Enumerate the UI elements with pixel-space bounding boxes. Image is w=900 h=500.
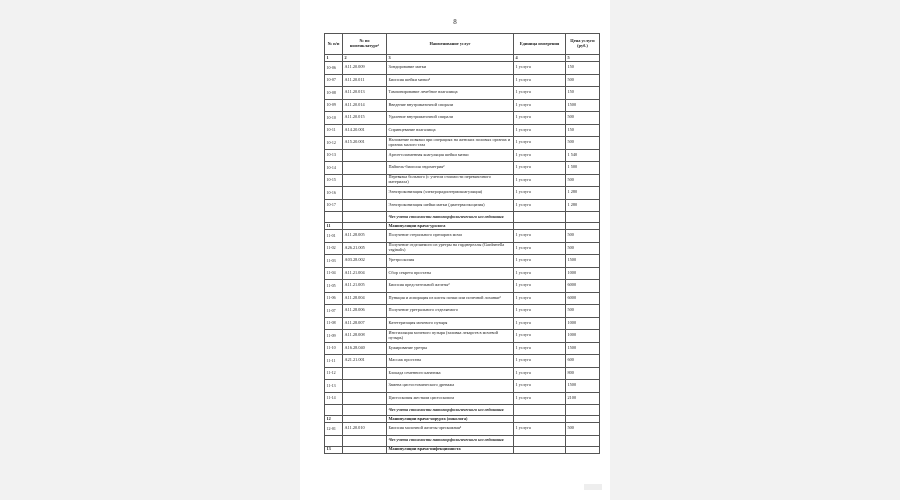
- nomenclature-code: А21.21.001: [343, 355, 387, 368]
- note-text: ²без учета стоимости патоморфологического исследования: [387, 405, 514, 416]
- row-number: 11-13: [325, 380, 343, 393]
- row-number: 11-02: [325, 242, 343, 255]
- nomenclature-code: А26.21.005: [343, 242, 387, 255]
- unit: [514, 435, 566, 446]
- nomenclature-code: А11.21.005: [343, 280, 387, 293]
- service-name: Пункция и аспирация из кисты почки или почечной лоханки²: [387, 292, 514, 305]
- price: 1 280: [566, 187, 600, 200]
- service-name: Сбор секрета простаты: [387, 267, 514, 280]
- unit: 1 услуга: [514, 87, 566, 100]
- row-number: 11-03: [325, 255, 343, 268]
- service-name: Аргон-плазменная коагуляция шейки матки: [387, 149, 514, 162]
- unit: 1 услуга: [514, 392, 566, 405]
- price: 500: [566, 74, 600, 87]
- service-name: Биопсия шейки матки²: [387, 74, 514, 87]
- nomenclature-code: [343, 435, 387, 446]
- row-number: 10-12: [325, 137, 343, 150]
- table-row: [325, 99, 600, 112]
- column-number-row: [325, 55, 600, 62]
- table-row: [325, 112, 600, 125]
- section-row: [325, 416, 600, 423]
- row-number: 11-01: [325, 230, 343, 243]
- price: 500: [566, 137, 600, 150]
- table-row: [325, 242, 600, 255]
- price: [566, 223, 600, 230]
- nomenclature-code: А11.28.007: [343, 317, 387, 330]
- row-number: 10-10: [325, 112, 343, 125]
- unit: [514, 223, 566, 230]
- price-table: [324, 33, 600, 454]
- unit: 1 услуга: [514, 330, 566, 343]
- row-number: 10-06: [325, 62, 343, 75]
- table-row: [325, 74, 600, 87]
- unit: 1 услуга: [514, 280, 566, 293]
- unit: 1 услуга: [514, 112, 566, 125]
- unit: 1 услуга: [514, 292, 566, 305]
- table-row: [325, 187, 600, 200]
- row-number: 11-08: [325, 317, 343, 330]
- service-name: Биопсия предстательной железы²: [387, 280, 514, 293]
- price: 1000: [566, 267, 600, 280]
- section-title: Манипуляции врача-инфекциониста: [387, 446, 514, 453]
- unit: 1 услуга: [514, 174, 566, 187]
- service-name: Зондирование матки: [387, 62, 514, 75]
- service-name: Замена цистостомического дренажа: [387, 380, 514, 393]
- unit: 1 услуга: [514, 62, 566, 75]
- table-row: [325, 174, 600, 187]
- row-number: 10-11: [325, 124, 343, 137]
- service-name: Получение уретрального отделяемого: [387, 305, 514, 318]
- note-row: [325, 405, 600, 416]
- service-name: Введение внутриматочной спирали: [387, 99, 514, 112]
- document-page: [300, 0, 610, 500]
- nomenclature-code: [343, 446, 387, 453]
- nomenclature-code: А14.20.001: [343, 124, 387, 137]
- unit: 1 услуга: [514, 367, 566, 380]
- nomenclature-code: [343, 405, 387, 416]
- service-name: Наложение повязки при операциях на женских половых органах и органах малого таза: [387, 137, 514, 150]
- row-number: [325, 405, 343, 416]
- nomenclature-code: А11.20.015: [343, 112, 387, 125]
- service-name: Получение стерильного препарата мочи: [387, 230, 514, 243]
- section-title: Манипуляции врача-уролога: [387, 223, 514, 230]
- unit: 1 услуга: [514, 380, 566, 393]
- table-row: [325, 292, 600, 305]
- row-number: 12: [325, 416, 343, 423]
- table-row: [325, 87, 600, 100]
- price: 500: [566, 242, 600, 255]
- nomenclature-code: [343, 199, 387, 212]
- unit: 1 услуга: [514, 162, 566, 175]
- price: 1500: [566, 342, 600, 355]
- section-row: [325, 223, 600, 230]
- price: 600: [566, 355, 600, 368]
- section-title: Манипуляции врача-хирурга (онколога): [387, 416, 514, 423]
- column-number: 5: [566, 55, 600, 62]
- service-name: Цистоскопия жестким цистоскопом: [387, 392, 514, 405]
- table-row: [325, 305, 600, 318]
- nomenclature-code: А11.28.005: [343, 230, 387, 243]
- service-name: Перевязка больного (с учетом стоимости перевязочного материала): [387, 174, 514, 187]
- service-name: Электроконизация шейки матки (диатермоэксцизия): [387, 199, 514, 212]
- service-name: Спринцевание влагалища: [387, 124, 514, 137]
- price: 500: [566, 174, 600, 187]
- price: 150: [566, 87, 600, 100]
- unit: 1 услуга: [514, 242, 566, 255]
- nomenclature-code: А16.28.040: [343, 342, 387, 355]
- note-row: [325, 435, 600, 446]
- unit: 1 услуга: [514, 230, 566, 243]
- price: 1500: [566, 380, 600, 393]
- unit: 1 услуга: [514, 267, 566, 280]
- price: 1000: [566, 330, 600, 343]
- service-name: Получение отделяемого из уретры на гарднереллы (Gardnerella vaginalis): [387, 242, 514, 255]
- row-number: [325, 435, 343, 446]
- unit: 1 услуга: [514, 137, 566, 150]
- row-number: 10-15: [325, 174, 343, 187]
- unit: [514, 446, 566, 453]
- price: 2100: [566, 392, 600, 405]
- row-number: 10-16: [325, 187, 343, 200]
- unit: 1 услуга: [514, 74, 566, 87]
- row-number: 11-12: [325, 367, 343, 380]
- unit: 1 услуга: [514, 199, 566, 212]
- table-row: [325, 330, 600, 343]
- price: 6000: [566, 292, 600, 305]
- note-row: [325, 212, 600, 223]
- unit: 1 услуга: [514, 255, 566, 268]
- table-row: [325, 392, 600, 405]
- row-number: 10-14: [325, 162, 343, 175]
- page-number: 8: [453, 18, 457, 26]
- nomenclature-code: А11.21.004: [343, 267, 387, 280]
- price: 500: [566, 423, 600, 436]
- service-name: Биопсия молочной железы чрескожная²: [387, 423, 514, 436]
- header-cell: Единица измерения: [514, 34, 566, 55]
- header-cell: № п/п: [325, 34, 343, 55]
- nomenclature-code: [343, 223, 387, 230]
- scan-smudge: [584, 484, 602, 490]
- price: 500: [566, 230, 600, 243]
- row-number: 10-08: [325, 87, 343, 100]
- nomenclature-code: А11.20.014: [343, 99, 387, 112]
- row-number: 10-09: [325, 99, 343, 112]
- price: 500: [566, 112, 600, 125]
- unit: 1 услуга: [514, 187, 566, 200]
- nomenclature-code: А11.28.008: [343, 330, 387, 343]
- row-number: 11-07: [325, 305, 343, 318]
- service-name: Удаление внутриматочной спирали: [387, 112, 514, 125]
- section-row: [325, 446, 600, 453]
- unit: 1 услуга: [514, 317, 566, 330]
- nomenclature-code: А11.20.009: [343, 62, 387, 75]
- unit: 1 услуга: [514, 305, 566, 318]
- unit: [514, 405, 566, 416]
- unit: 1 услуга: [514, 355, 566, 368]
- table-row: [325, 199, 600, 212]
- unit: 1 услуга: [514, 149, 566, 162]
- price: [566, 405, 600, 416]
- price: [566, 435, 600, 446]
- row-number: 13: [325, 446, 343, 453]
- nomenclature-code: А03.28.002: [343, 255, 387, 268]
- table-header-row: [325, 34, 600, 55]
- note-text: ²без учета стоимости патоморфологического исследования: [387, 212, 514, 223]
- unit: 1 услуга: [514, 99, 566, 112]
- service-name: Бужирование уретры: [387, 342, 514, 355]
- header-cell: Наименование услуг: [387, 34, 514, 55]
- price: 1 500: [566, 162, 600, 175]
- price: [566, 212, 600, 223]
- nomenclature-code: [343, 149, 387, 162]
- nomenclature-code: А11.28.006: [343, 305, 387, 318]
- price: 6000: [566, 280, 600, 293]
- row-number: 11-05: [325, 280, 343, 293]
- row-number: 10-17: [325, 199, 343, 212]
- unit: 1 услуга: [514, 423, 566, 436]
- nomenclature-code: [343, 367, 387, 380]
- price: [566, 416, 600, 423]
- column-number: 2: [343, 55, 387, 62]
- table-row: [325, 355, 600, 368]
- row-number: 11-04: [325, 267, 343, 280]
- table-row: [325, 62, 600, 75]
- nomenclature-code: [343, 174, 387, 187]
- price: 150: [566, 62, 600, 75]
- price: 1 540: [566, 149, 600, 162]
- nomenclature-code: [343, 187, 387, 200]
- service-name: Блокада семенного канатика: [387, 367, 514, 380]
- service-name: Тампонирование лечебное влагалища: [387, 87, 514, 100]
- price: 500: [566, 305, 600, 318]
- row-number: 11-14: [325, 392, 343, 405]
- service-name: Пайпель-биопсия эндометрия²: [387, 162, 514, 175]
- row-number: 12-01: [325, 423, 343, 436]
- unit: [514, 212, 566, 223]
- nomenclature-code: [343, 380, 387, 393]
- service-name: Уретроскопия: [387, 255, 514, 268]
- service-name: Катетеризация мочевого пузыря: [387, 317, 514, 330]
- table-row: [325, 280, 600, 293]
- price: 1 280: [566, 199, 600, 212]
- header-cell: № по номенклатуре¹: [343, 34, 387, 55]
- nomenclature-code: А11.28.004: [343, 292, 387, 305]
- table-row: [325, 124, 600, 137]
- service-name: Инстилляция мочевого пузыря (заливка лекарств в мочевой пузырь): [387, 330, 514, 343]
- price: 1500: [566, 99, 600, 112]
- table-row: [325, 137, 600, 150]
- table-row: [325, 423, 600, 436]
- service-name: Электроконизация (электрорадиотермокоагуляция): [387, 187, 514, 200]
- row-number: 10-13: [325, 149, 343, 162]
- table-row: [325, 342, 600, 355]
- price: 150: [566, 124, 600, 137]
- price: 1500: [566, 255, 600, 268]
- price: 800: [566, 367, 600, 380]
- table-row: [325, 367, 600, 380]
- unit: 1 услуга: [514, 342, 566, 355]
- nomenclature-code: А11.20.013: [343, 87, 387, 100]
- row-number: 11-09: [325, 330, 343, 343]
- nomenclature-code: [343, 392, 387, 405]
- column-number: 4: [514, 55, 566, 62]
- table-row: [325, 267, 600, 280]
- nomenclature-code: [343, 162, 387, 175]
- row-number: 11-11: [325, 355, 343, 368]
- nomenclature-code: [343, 212, 387, 223]
- header-cell: Цена услуги (руб.): [566, 34, 600, 55]
- price: 1000: [566, 317, 600, 330]
- table-row: [325, 162, 600, 175]
- unit: 1 услуга: [514, 124, 566, 137]
- column-number: 3: [387, 55, 514, 62]
- row-number: 11-06: [325, 292, 343, 305]
- nomenclature-code: [343, 416, 387, 423]
- row-number: 11-10: [325, 342, 343, 355]
- table-row: [325, 380, 600, 393]
- nomenclature-code: А15.20.001: [343, 137, 387, 150]
- service-name: Массаж простаты: [387, 355, 514, 368]
- row-number: [325, 212, 343, 223]
- nomenclature-code: А11.20.011: [343, 74, 387, 87]
- table-row: [325, 230, 600, 243]
- price: [566, 446, 600, 453]
- table-row: [325, 317, 600, 330]
- table-row: [325, 149, 600, 162]
- column-number: 1: [325, 55, 343, 62]
- unit: [514, 416, 566, 423]
- note-text: ²без учета стоимости патоморфологического исследования: [387, 435, 514, 446]
- row-number: 11: [325, 223, 343, 230]
- nomenclature-code: А11.20.010: [343, 423, 387, 436]
- row-number: 10-07: [325, 74, 343, 87]
- table-row: [325, 255, 600, 268]
